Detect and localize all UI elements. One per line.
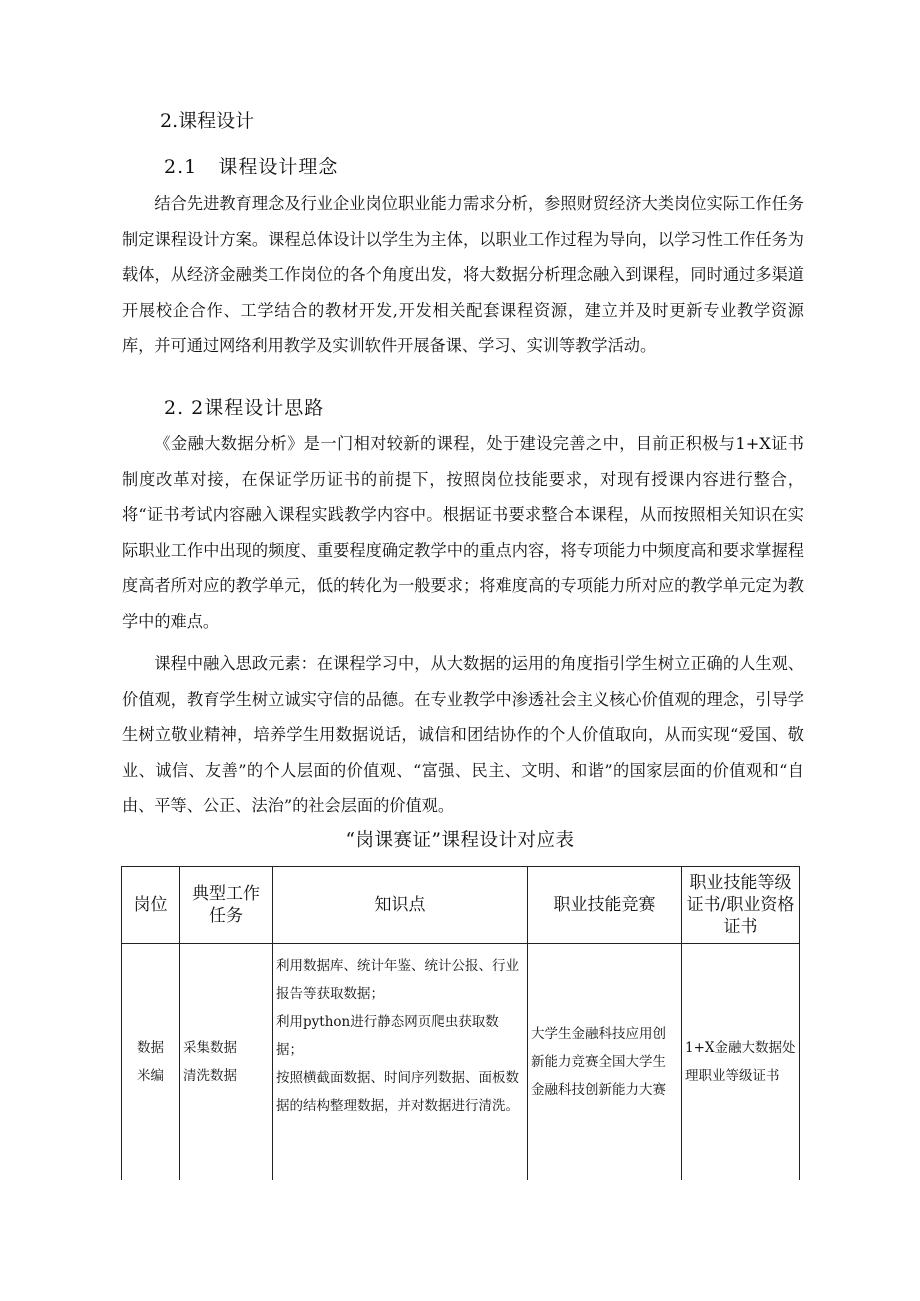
cell-certificate: [682, 944, 800, 1181]
cell-post: [122, 944, 180, 1181]
cell-knowledge: [273, 944, 528, 1181]
subsection-title-2-2: 2. 2课程设计思路: [164, 397, 325, 419]
task-clean: 清洗数据: [183, 1068, 237, 1084]
header-certificate: 职业技能等级证书/职业资格证书: [682, 867, 800, 944]
header-task: 典型工作任务: [180, 867, 273, 944]
paragraph-design-concept: 结合先进教育理念及行业企业岗位职业能力需求分析，参照财贸经济大类岗位实际工作任务制定课程设计方案。课程总体设计以学生为主体，以职业工作过程为导向，以学习性工作任务为载体，从经济金融类工作岗位的各个角度出发，将大数据分析理念融入到课程，同时通过多渠道开展校企合作、工学结合的教材开发,开发相关配套课程资源，建立并及时更新专业教学资源库，并可通过网络利用教学及实训软件开展备课、学习、实训等教学活动。: [122, 194, 804, 355]
section-title: 2.课程设计: [160, 110, 255, 132]
course-design-table: [121, 866, 800, 1180]
header-knowledge: 知识点: [273, 867, 528, 944]
table-row: [122, 944, 800, 1181]
task-collect: 采集数据: [183, 1040, 237, 1056]
table-caption: “岗课赛证”课程设计对应表: [345, 830, 575, 851]
header-post: 岗位: [122, 867, 180, 944]
paragraph-design-approach: 《金融大数据分析》是一门相对较新的课程，处于建设完善之中，目前正积极与1+X证书制度改革对接，在保证学历证书的前提下，按照岗位技能要求，对现有授课内容进行整合，将“证书考试内容融入课程实践教学内容中。根据证书要求整合本课程，从而按照相关知识在实际职业工作中出现的频度、重要程度确定教学中的重点内容，将专项能力中频度高和要求掌握程度高者所对应的教学单元，低的转化为一般要求；将难度高的专项能力所对应的教学单元定为教学中的难点。: [122, 434, 804, 631]
post-text: 数据米编: [137, 1040, 164, 1084]
certificate-text: 1+X金融大数据处理职业等级证书: [685, 1040, 796, 1084]
cell-task: [180, 944, 273, 1181]
knowledge-item-3: 按照横截面数据、时间序列数据、面板数据的结构整理数据，并对数据进行清洗。: [276, 1070, 519, 1114]
knowledge-item-1: 利用数据库、统计年鉴、统计公报、行业报告等获取数据；: [276, 958, 519, 1002]
subsection-title-2-1: 2.1 课程设计理念: [164, 156, 339, 178]
table-header-row: [122, 867, 800, 944]
header-competition: 职业技能竞赛: [528, 867, 682, 944]
knowledge-item-2: 利用python进行静态网页爬虫获取数据；: [276, 1014, 499, 1058]
competition-text: 大学生金融科技应用创新能力竞赛全国大学生金融科技创新能力大赛: [531, 1026, 666, 1098]
cell-competition: [528, 944, 682, 1181]
paragraph-ideology-elements: 课程中融入思政元素：在课程学习中，从大数据的运用的角度指引学生树立正确的人生观、价值观，教育学生树立诚实守信的品德。在专业教学中渗透社会主义核心价值观的理念，引导学生树立敬业精神，培养学生用数据说话，诚信和团结协作的个人价值取向，从而实现“爱国、敬业、诚信、友善”的个人层面的价值观、“富强、民主、文明、和谐”的国家层面的价值观和“自由、平等、公正、法治”的社会层面的价值观。: [122, 654, 804, 815]
